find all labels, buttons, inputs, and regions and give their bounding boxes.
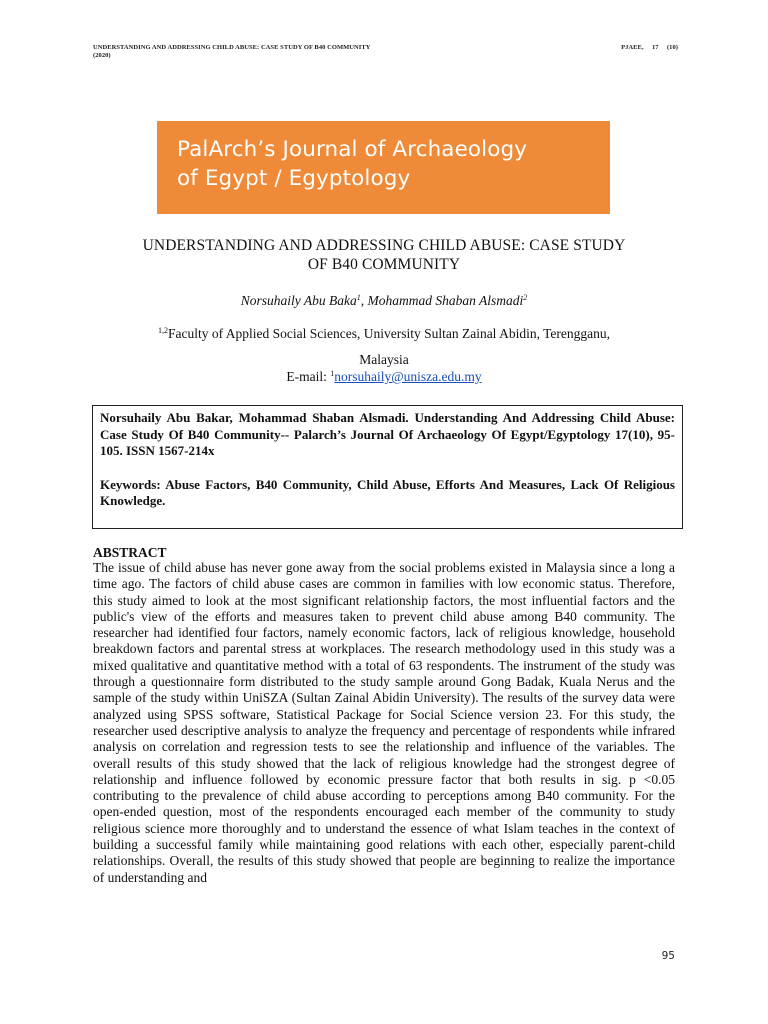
paper-title-line-1: UNDERSTANDING AND ADDRESSING CHILD ABUSE: CASE STUDY: [142, 237, 626, 254]
author-list: [100, 293, 668, 309]
email-link[interactable]: norsuhaily@unisza.edu.my: [334, 369, 482, 384]
email-marker: 1: [330, 369, 335, 378]
affiliation-line-1: Faculty of Applied Social Sciences, University Sultan Zainal Abidin, Terengganu,: [168, 326, 610, 341]
running-header-title: UNDERSTANDING AND ADDRESSING CHILD ABUSE: CASE STUDY OF B40 COMMUNITY: [93, 44, 371, 51]
citation-box: [92, 405, 683, 529]
abstract-heading: ABSTRACT: [93, 545, 167, 560]
journal-banner: [157, 121, 610, 214]
author-separator: ,: [360, 293, 368, 308]
citation-text: Norsuhaily Abu Bakar, Mohammad Shaban Alsmadi. Understanding And Addressing Child Abuse: Case Study Of B40 Community-- Palarch’s Journal Of Archaeology Of Egypt/Egyptology 17(10), 95-105. ISSN 1567-214x: [100, 410, 675, 458]
abstract-body: The issue of child abuse has never gone away from the social problems existed in Malaysia since a long a time ago. The factors of child abuse cases are common in families with low economic status. Therefore, this study aimed to look at the most significant relationship factors, the most influential factors and the public's view of the efforts and measures taken to prevent child abuse among B40 community. The researcher had identified four factors, namely economic factors, lack of religious knowledge, household breakdown factors and parental stress at workplaces. The research methodology used in this study was a mixed qualitative and quantitative method with a total of 63 respondents. The instrument of the study was through a questionnaire form distributed to the study sample around Gong Badak, Kuala Nerus and the sample of the study within UniSZA (Sultan Zainal Abidin University). The results of the survey data were analyzed using SPSS software, Statistical Package for Social Science version 23. For this study, the researcher used descriptive analysis to analyze the frequency and percentage of respondents while infrared analysis on correlation and regression tests to see the relationship and influence of the variables. The overall results of this study showed that the lack of religious knowledge had the strongest degree of relationship and influence followed by economic pressure factor that both results in sig. p <0.05 contributing to the prevalence of child abuse according to perceptions among B40 community. For the open-ended question, most of the respondents encouraged each member of the community to study religious science more thoroughly and to understand the essence of what Islam teaches in the context of building a successful family while maintaining good relations with each other, especially parent-child relationships. Overall, the results of this study showed that people are beginning to realize the importance of understanding and: [93, 560, 675, 885]
page-number: 95: [661, 950, 675, 962]
author-2: Mohammad Shaban Alsmadi: [367, 293, 524, 308]
author-2-affil-marker: 2: [523, 293, 528, 302]
running-header: [93, 44, 678, 60]
paper-title: [100, 236, 668, 274]
running-header-journal-ref: PJAEE, 17 (10): [621, 44, 678, 51]
keywords: Keywords: Abuse Factors, B40 Community, Child Abuse, Efforts And Measures, Lack Of Religious Knowledge.: [100, 476, 675, 508]
contact-email: [100, 369, 668, 385]
banner-line-2: of Egypt / Egyptology: [177, 166, 411, 191]
affiliation: [100, 318, 668, 373]
email-label: E-mail:: [286, 369, 331, 384]
affiliation-marker: 1,2: [158, 326, 168, 335]
running-header-year: (2020): [93, 52, 111, 59]
author-1: Norsuhaily Abu Baka: [240, 293, 357, 308]
paper-title-line-2: OF B40 COMMUNITY: [307, 256, 461, 273]
banner-line-1: PalArch’s Journal of Archaeology: [177, 137, 528, 162]
affiliation-line-2: Malaysia: [359, 352, 409, 367]
author-1-affil-marker: 1: [356, 293, 361, 302]
